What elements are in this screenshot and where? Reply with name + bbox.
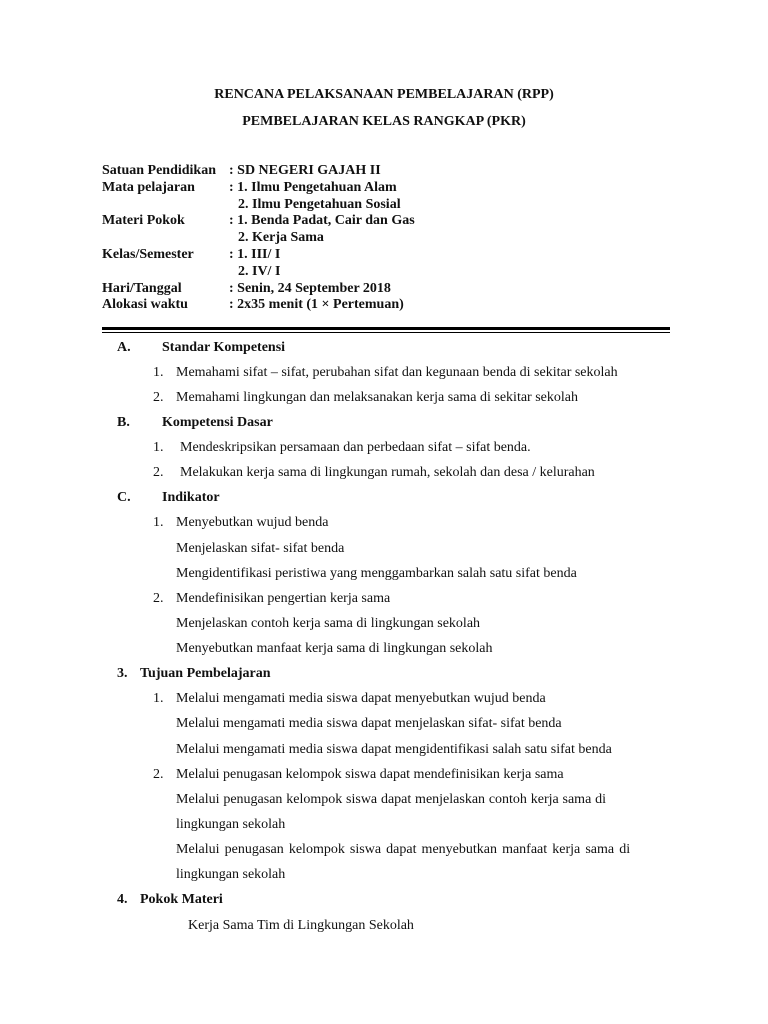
list-number: 1. <box>153 440 164 455</box>
list-item-continuation: lingkungan sekolah <box>176 867 286 882</box>
list-item: Menyebutkan wujud benda <box>176 515 329 530</box>
info-label-satuan: Satuan Pendidikan <box>102 163 216 178</box>
section-marker: 3. <box>117 666 128 681</box>
section-marker: C. <box>117 490 131 505</box>
list-item: Mengidentifikasi peristiwa yang menggambarkan salah satu sifat benda <box>176 566 577 581</box>
list-item: Melakukan kerja sama di lingkungan rumah, sekolah dan desa / kelurahan <box>180 465 595 480</box>
list-number: 2. <box>153 390 164 405</box>
list-number: 1. <box>153 691 164 706</box>
divider-thin <box>102 332 670 333</box>
info-value-satuan: : SD NEGERI GAJAH II <box>229 163 381 178</box>
section-heading: Indikator <box>162 490 220 505</box>
divider-thick <box>102 327 670 330</box>
list-item: Melalui mengamati media siswa dapat menjelaskan sifat- sifat benda <box>176 716 562 731</box>
list-item: Menjelaskan contoh kerja sama di lingkungan sekolah <box>176 616 481 631</box>
info-value-materi-2: 2. Kerja Sama <box>238 230 324 245</box>
section-heading: Kompetensi Dasar <box>162 415 273 430</box>
section-heading: Pokok Materi <box>140 892 223 907</box>
info-label-materi: Materi Pokok <box>102 213 185 228</box>
section-marker: 4. <box>117 892 128 907</box>
list-item: Memahami sifat – sifat, perubahan sifat dan kegunaan benda di sekitar sekolah <box>176 365 618 380</box>
list-item: Melalui penugasan kelompok siswa dapat menjelaskan contoh kerja sama di <box>176 792 606 807</box>
info-value-hari: : Senin, 24 September 2018 <box>229 281 391 296</box>
list-item: Melalui mengamati media siswa dapat mengidentifikasi salah satu sifat benda <box>176 742 612 757</box>
info-value-mapel-1: : 1. Ilmu Pengetahuan Alam <box>229 180 397 195</box>
info-label-hari: Hari/Tanggal <box>102 281 182 296</box>
section-content: Kerja Sama Tim di Lingkungan Sekolah <box>188 918 414 933</box>
list-item: Menjelaskan sifat- sifat benda <box>176 541 345 556</box>
section-heading: Standar Kompetensi <box>162 340 286 355</box>
info-label-mapel: Mata pelajaran <box>102 180 195 195</box>
list-item: Memahami lingkungan dan melaksanakan kerja sama di sekitar sekolah <box>176 390 578 405</box>
list-number: 2. <box>153 591 164 606</box>
info-value-alokasi: : 2x35 menit (1 × Pertemuan) <box>229 297 404 312</box>
section-marker: A. <box>117 340 131 355</box>
list-item: Menyebutkan manfaat kerja sama di lingkungan sekolah <box>176 641 493 656</box>
list-item: Melalui mengamati media siswa dapat menyebutkan wujud benda <box>176 691 546 706</box>
section-marker: B. <box>117 415 130 430</box>
info-value-kelas-1: : 1. III/ I <box>229 247 281 262</box>
info-value-materi-1: : 1. Benda Padat, Cair dan Gas <box>229 213 415 228</box>
list-number: 1. <box>153 365 164 380</box>
list-item: Mendeskripsikan persamaan dan perbedaan sifat – sifat benda. <box>180 440 531 455</box>
list-item: Melalui penugasan kelompok siswa dapat mendefinisikan kerja sama <box>176 767 564 782</box>
doc-title: RENCANA PELAKSANAAN PEMBELAJARAN (RPP) <box>214 87 554 102</box>
info-value-mapel-2: 2. Ilmu Pengetahuan Sosial <box>238 197 401 212</box>
info-label-alokasi: Alokasi waktu <box>102 297 188 312</box>
list-item: Melalui penugasan kelompok siswa dapat menyebutkan manfaat kerja sama di <box>176 842 631 857</box>
list-item: Mendefinisikan pengertian kerja sama <box>176 591 391 606</box>
list-number: 1. <box>153 515 164 530</box>
list-item-continuation: lingkungan sekolah <box>176 817 286 832</box>
info-label-kelas: Kelas/Semester <box>102 247 194 262</box>
section-heading: Tujuan Pembelajaran <box>140 666 271 681</box>
list-number: 2. <box>153 767 164 782</box>
doc-subtitle: PEMBELAJARAN KELAS RANGKAP (PKR) <box>242 114 526 129</box>
list-number: 2. <box>153 465 164 480</box>
info-value-kelas-2: 2. IV/ I <box>238 264 281 279</box>
